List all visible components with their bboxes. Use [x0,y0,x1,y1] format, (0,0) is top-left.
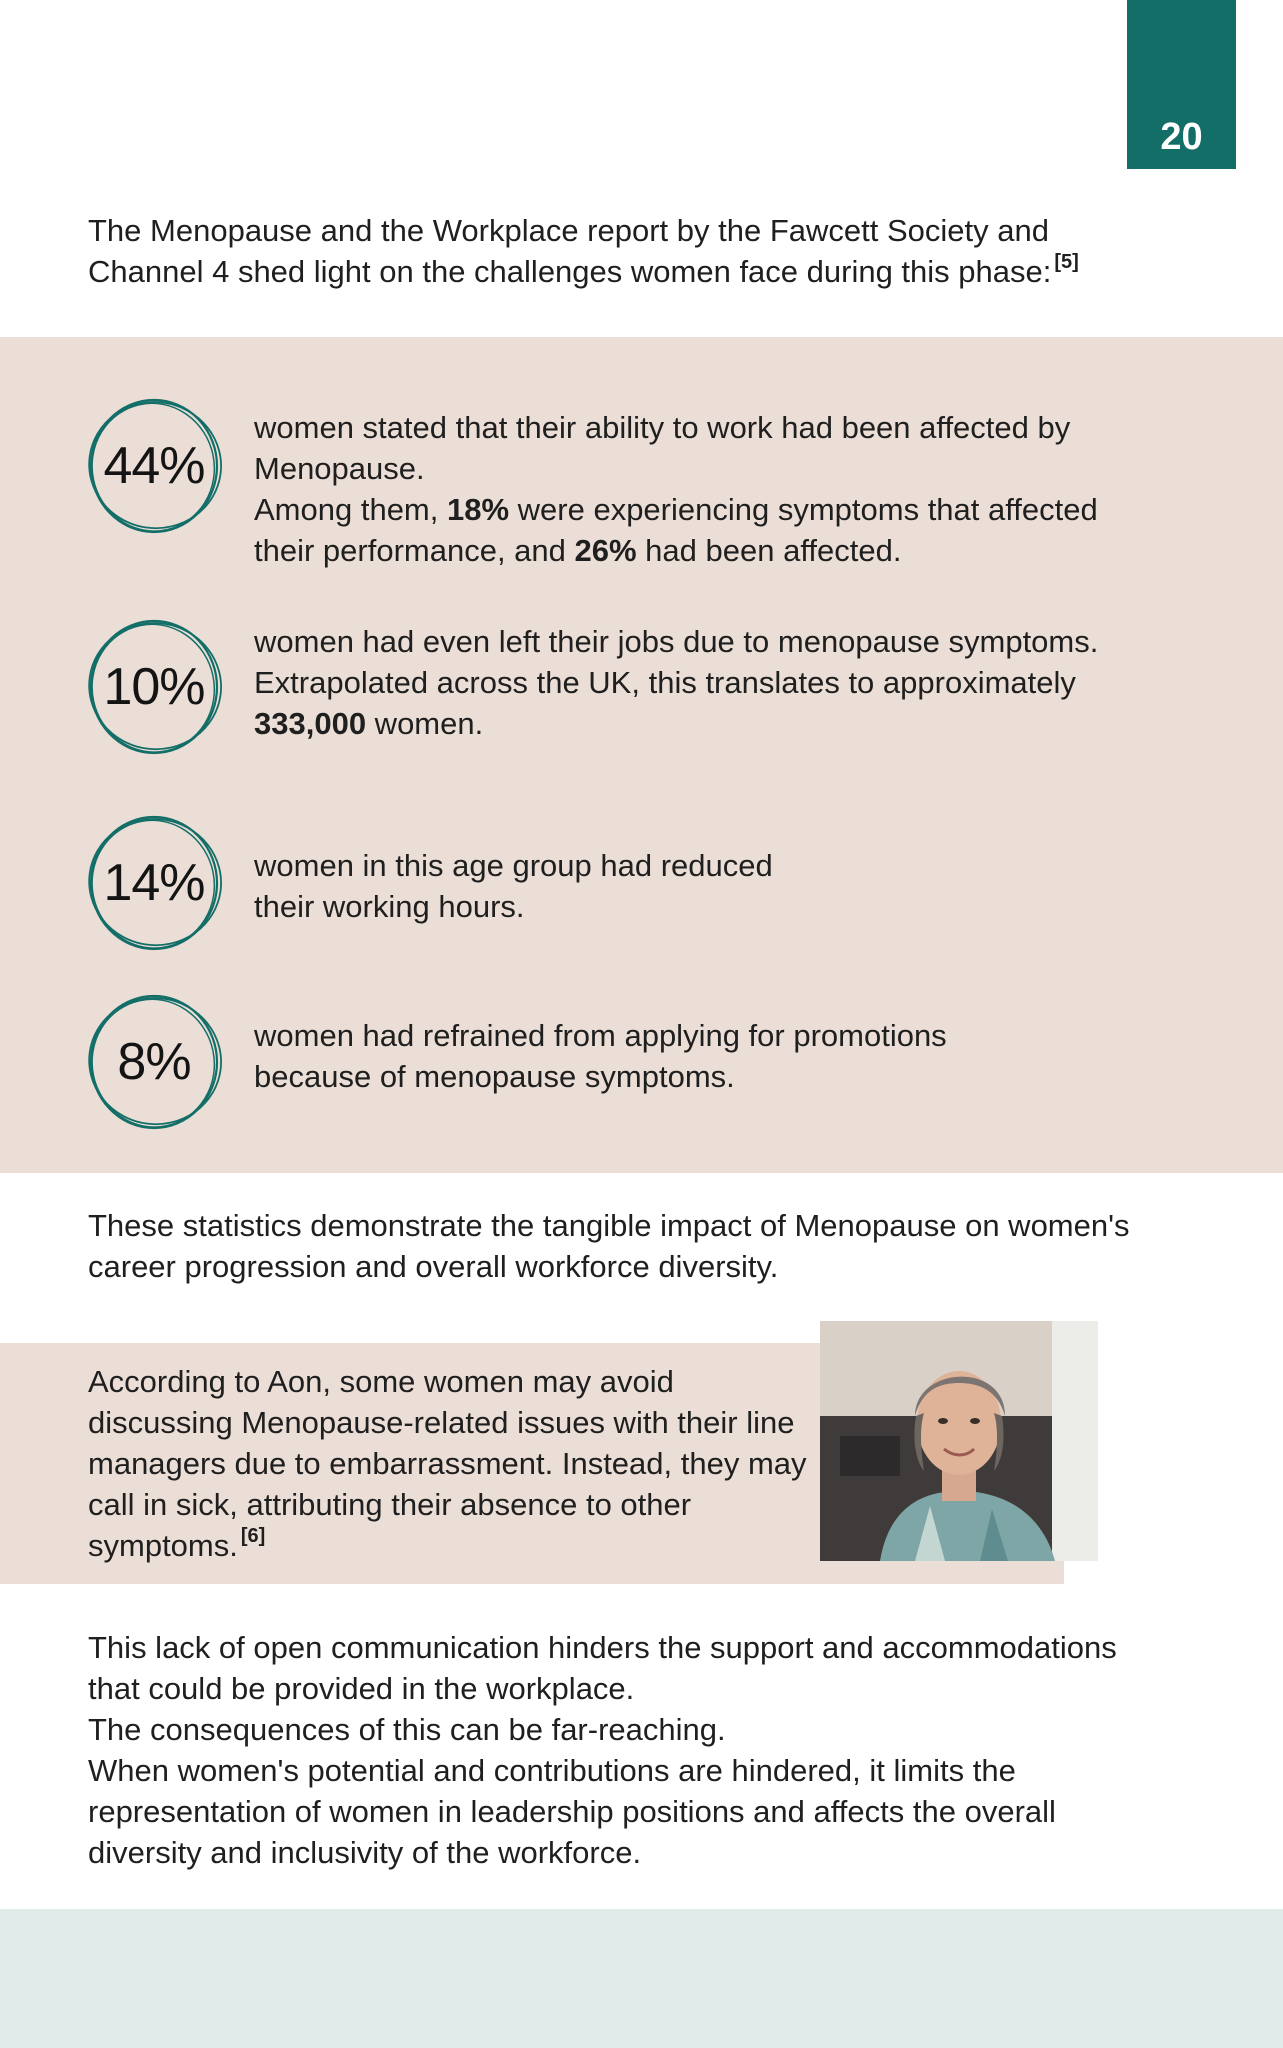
stat-line [254,489,1134,571]
conclusion-line: This lack of open communication hinders the support and accommodations that could be provided in the workplace. [88,1630,1117,1706]
stat-circle-14 [84,813,224,953]
stat-value: 10% [103,658,205,716]
stat-line: women had even left their jobs due to menopause symptoms. [254,624,1099,659]
conclusion-line: When women's potential and contributions are hindered, it limits the representation of women in leadership positions and affects the overall diversity and inclusivity of the workforce. [88,1753,1056,1870]
statistics-panel [0,337,1283,1173]
stat-value: 14% [103,854,205,912]
conclusion-paragraph [88,1627,1148,1873]
intro-paragraph [88,210,1148,292]
stat-text-part: had been affected. [636,533,902,568]
intro-reference: [5] [1054,251,1079,273]
stat-circle-10 [84,617,224,757]
stat-text-part: Extrapolated across the UK, this translates to approximately [254,665,1076,700]
stat-description [254,1015,1034,1097]
stat-description [254,407,1134,571]
stat-line: women had refrained from applying for promotions because of menopause symptoms. [254,1018,947,1094]
stat-description [254,845,814,927]
stat-circle-8 [84,992,224,1132]
footer-band [0,1909,1283,2048]
stat-highlight: 26% [574,533,637,568]
stat-text-part: women. [366,706,484,741]
stat-value: 44% [103,437,205,495]
portrait-image [820,1321,1098,1561]
stat-line [254,662,1134,744]
stat-value: 8% [117,1033,191,1091]
aon-text: According to Aon, some women may avoid discussing Menopause-related issues with their line managers due to embarrassment. Instead, they may call in sick, attributing their absence to other symptoms. [88,1364,807,1563]
summary-paragraph: These statistics demonstrate the tangible impact of Menopause on women's career progression and overall workforce diversity. [88,1208,1130,1284]
stat-line: women stated that their ability to work had been affected by Menopause. [254,410,1071,486]
aon-paragraph [88,1361,808,1566]
stat-text-part: were experiencing symptoms that affected their performance, and [254,492,1098,568]
conclusion-line: The consequences of this can be far-reaching. [88,1712,726,1747]
stat-highlight: 18% [446,492,510,527]
intro-text: The Menopause and the Workplace report by the Fawcett Society and Channel 4 shed light on the challenges women face during this phase: [88,213,1052,289]
page-number-badge [1127,0,1236,169]
stat-line: women in this age group had reduced their working hours. [254,848,773,924]
woman-portrait-photo [820,1321,1098,1561]
stat-description [254,621,1134,744]
aon-reference: [6] [240,1525,266,1547]
stat-text-part: Among them, [254,492,447,527]
page-number: 20 [1160,116,1203,158]
stat-circle-44 [84,396,224,536]
stat-highlight: 333,000 [254,706,367,741]
